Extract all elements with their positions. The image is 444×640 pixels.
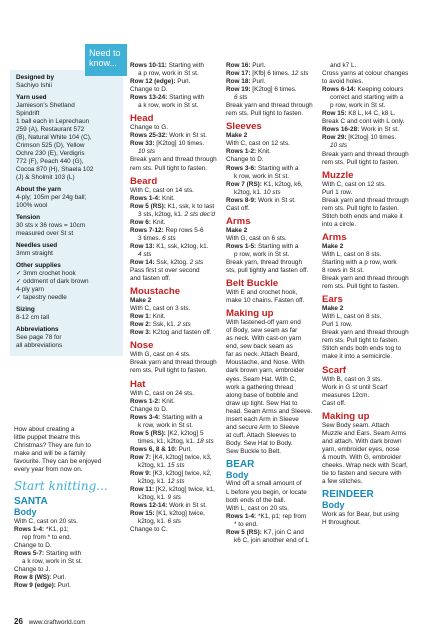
instruction-line: make it into a semicircle. [322, 353, 392, 361]
section-heading: Nose [130, 340, 154, 352]
instruction-line: Rows 1-4: *K1, p1; rep from [226, 512, 307, 520]
instruction-line: rem sts. Pull tight to fasten. [322, 204, 400, 212]
instruction-line: With C, cast on 24 sts. [130, 389, 194, 397]
row-label: Rows 25-32: [130, 132, 168, 140]
row-label: Rows 16-28: [322, 126, 360, 134]
instruction-line: Row 9 (edge): Purl. [14, 582, 71, 590]
instruction-line: With G, cast on 4 sts. [130, 351, 191, 359]
make-count: Make 2 [130, 297, 152, 305]
instruction-line: Break yarn and thread through [130, 359, 217, 367]
instruction-line: With L, cast on 8 sts. [322, 250, 382, 258]
intro-line: favourite. They can be enjoyed [14, 458, 102, 466]
instruction-line: Row 5 (RS): K7, join C and [226, 528, 304, 536]
instruction-line: Cast off. [226, 204, 250, 212]
sidebar-line: Jamieson's Shetland [16, 102, 75, 109]
instruction-line: Row 9: [K3, k2tog] twice, k2, [130, 469, 212, 477]
sidebar-line: 100% wool [16, 202, 48, 209]
instruction-line: With L, cast on 20 sts. [226, 504, 289, 512]
instruction-line: Row 6: Knit. [130, 218, 166, 226]
instruction-line: k2tog, k1. 6 sts [138, 518, 181, 526]
section-heading: Muzzle [322, 169, 354, 181]
instruction-line: to avoid holes. [322, 78, 364, 86]
instruction-line: p row, work in St st. [234, 250, 290, 258]
instruction-line: Rows 1-4: *K1, p1; [14, 525, 69, 533]
intro-line: How about creating a [14, 426, 75, 433]
row-label: Row 19: [226, 86, 251, 94]
row-label: Row 2: [130, 321, 151, 329]
instruction-line: k2tog, k1. 15 sts [138, 461, 185, 469]
instruction-line: Rows 1-5: Starting with a [226, 242, 299, 250]
instruction-line: Row 15: K8 L, k4 C, k8 L. [322, 110, 396, 118]
instruction-line: tie to fasten and secure with [322, 469, 402, 477]
row-label: Rows 1-4: [130, 194, 161, 202]
instruction-line: With B, cast on 3 sts. [322, 375, 383, 383]
instruction-line: make 10 chains. Fasten off. [226, 297, 305, 305]
instruction-line: Rows 1-2: Knit. [130, 397, 175, 405]
instruction-line: rem sts. Pull tight to fasten. [130, 164, 208, 172]
page-number: 26 [14, 617, 23, 626]
row-label: Row 17: [226, 70, 251, 78]
website-url[interactable]: www.craftworld.com [28, 619, 86, 626]
section-heading: Arms [322, 231, 347, 243]
row-label: Rows 12-14: [130, 502, 168, 510]
sidebar-line: Spindrift [16, 110, 40, 117]
intro-line: Christmas? They are fun to [14, 442, 91, 450]
instruction-line: Change to D. [226, 156, 264, 164]
sidebar-line: Cocoa 870 (H), Shaela 102 [16, 166, 94, 173]
stitch-count: 4 sts [138, 250, 152, 258]
instruction-line: eyes. Seam Hat. With C, [226, 375, 296, 383]
section-heading: Ears [322, 294, 343, 306]
instruction-line: Rows 1-2: Knit. [226, 148, 271, 156]
section-heading: BEAR [226, 458, 255, 470]
instruction-line: rem sts. Pull tight to fasten. [322, 337, 400, 345]
section-heading: Making up [322, 410, 370, 422]
instruction-line: p row, work in St st. [330, 102, 386, 110]
instruction-line [130, 251, 230, 259]
intro-line: make and will be a family [14, 450, 86, 458]
instruction-line: Moustache, and Nose. With [226, 359, 305, 367]
instruction-line: draw up tight. Sew Hat to [226, 399, 298, 407]
instruction-line: Purl 1 row. [322, 321, 353, 329]
instruction-line: cheeks. Wrap neck with Scarf, [322, 461, 408, 469]
instruction-line: Rows 1-4: Knit. [130, 194, 175, 202]
instruction-line: Change to D. [14, 541, 52, 549]
sidebar-heading-abbr: Abbreviations [16, 326, 59, 333]
stitch-count: 6 sts [234, 94, 248, 102]
instruction-line: Cast off. [322, 399, 346, 407]
instruction-line: Row 1: Knit. [130, 313, 166, 321]
instruction-line: Break C and cont with L only. [322, 118, 405, 126]
row-label: Row 9: [130, 469, 151, 477]
instruction-line: Rows 5-7: Starting with [14, 549, 82, 557]
row-label: Row 6: [130, 218, 151, 226]
row-label: Rows 3-4: [130, 413, 161, 421]
instruction-line: Change to D. [130, 405, 168, 413]
instruction-line: k row, work in St st. [234, 172, 290, 180]
row-label: Rows 1-5: [226, 242, 257, 250]
stitch-count: 6 sts [167, 518, 181, 526]
info-sidebar [10, 70, 123, 356]
instruction-line: Rows 8-9: Work in St st. [226, 196, 296, 204]
sidebar-line: ✓ oddment of dark brown [16, 278, 89, 285]
instruction-line: With L, cast on 8 sts. [322, 313, 382, 321]
instruction-line: and fasten off. [130, 275, 171, 283]
instruction-line: Break yarn and thread through [322, 329, 409, 337]
instruction-line: Row 3: K2tog and fasten off. [130, 329, 212, 337]
instruction-line: Sew Body seam. Attach [322, 421, 390, 429]
row-label: Row 33: [130, 140, 155, 148]
instruction-line: H throughout. [322, 518, 361, 526]
section-heading: Belt Buckle [226, 278, 279, 290]
row-label: Row 5 (RS): [226, 528, 262, 536]
instruction-line: Rows 16-28: Work in St st. [322, 126, 399, 134]
instruction-line: Rows 3-6: Starting with a [226, 164, 299, 172]
row-label: Row 5 (RS): [130, 429, 166, 437]
row-label: Row 11: [130, 486, 155, 494]
sidebar-line: Crimson 525 (D), Yellow [16, 142, 85, 149]
stitch-count: 2 sts [177, 321, 191, 329]
instruction-line: Insert each Arm in Sleeve [226, 415, 299, 423]
stitch-count: 10 sts [263, 188, 281, 196]
make-count: Make 2 [322, 242, 344, 250]
stitch-count: 12 sts [167, 478, 185, 486]
row-label: Row 7 (RS): [226, 180, 262, 188]
instruction-line: dark brown yarn, embroider [226, 367, 305, 375]
instruction-line: Sew Buckle to Belt. [226, 447, 282, 455]
instruction-line: With C, cast on 14 sts. [130, 186, 194, 194]
instruction-line: measures 12cm. [322, 391, 370, 399]
instruction-line: Break yarn and thread through [130, 156, 217, 164]
instruction-line: a k row, work in St st. [22, 558, 83, 566]
instruction-line: L before you begin, or locate [226, 488, 307, 496]
intro-line: little puppet theatre this [14, 434, 81, 442]
instruction-line [226, 94, 326, 102]
instruction-line: Rows 6-14: Keeping colours [322, 86, 404, 94]
instruction-line: k6 C, join another end of L [234, 536, 309, 544]
row-label: Row 16: [226, 62, 251, 69]
instruction-line: head. Seam Arms and Sleeve. [226, 407, 313, 415]
row-label: Row 8 (WS): [14, 574, 52, 582]
instruction-line: rem sts. Pull tight to fasten. [130, 367, 208, 375]
instruction-line: Row 15: [K1, k2tog] twice, [130, 510, 205, 518]
sidebar-line: (B), Natural White 104 (C), [16, 134, 92, 141]
instruction-line: Rows 12-14: Work in St st. [130, 502, 207, 510]
tab-line-1: Need to [89, 48, 121, 58]
instruction-line: With C, cast on 12 sts. [322, 180, 386, 188]
instruction-line: * to end. [234, 520, 258, 528]
sidebar-line: 1 ball each in Leprechaun [16, 118, 90, 125]
row-label: Rows 1-4: [226, 512, 257, 520]
start-knitting-heading: Start knitting... [14, 479, 108, 494]
row-label: Row 13: [130, 242, 155, 250]
instruction-line: With G, cast on 6 sts. [226, 234, 287, 242]
row-label: Rows 1-4: [14, 525, 45, 533]
row-label: Row 14: [130, 258, 155, 266]
make-count: Make 2 [226, 226, 248, 234]
instruction-line: k2tog, k1. 12 sts [138, 478, 185, 486]
instruction-line: k2tog, k1. 10 sts [234, 188, 281, 196]
instruction-line: as neck. With cast-on yarn [226, 335, 302, 343]
instruction-line: With C, cast on 3 sts. [130, 305, 191, 313]
instruction-line: Change to D. [130, 86, 168, 94]
row-label: Row 15: [322, 110, 347, 118]
row-label: Rows 1-2: [130, 397, 161, 405]
santa-body-instructions [14, 518, 124, 590]
instruction-line: into a circle. [322, 220, 357, 228]
instruction-line: Cross yarns at colour changes [322, 70, 409, 78]
instruction-line: Body. Sew Hat to Body. [226, 439, 293, 447]
instruction-line: and k7 L. [330, 62, 357, 69]
subsection-heading: Body [322, 500, 345, 511]
instruction-line: a k row, work in St st. [138, 102, 199, 110]
column-3 [226, 62, 326, 545]
row-label: Row 15: [130, 510, 155, 518]
sidebar-line: 4-ply; 105m per 24g ball; [16, 194, 87, 201]
sidebar-heading-about-yarn: About the yarn [16, 186, 62, 193]
instruction-line: Work as for Bear, but using [322, 510, 399, 518]
instruction-line: Row 7 (RS): K1, k2tog, k6, [226, 180, 303, 188]
sidebar-line: 772 (F), Peach 440 (G), [16, 158, 84, 165]
section-heading: Moustache [130, 286, 181, 298]
instruction-line: Purl 1 row. [322, 188, 353, 196]
row-label: Row 9 (edge): [14, 582, 56, 590]
section-heading: Scarf [322, 364, 346, 376]
sidebar-line: measured over St st [16, 230, 74, 237]
sidebar-content [10, 70, 123, 356]
stitch-count: 2 sts dec'd [184, 210, 215, 218]
instruction-line: Break yarn and thread through [322, 150, 409, 158]
instruction-line: Stitch ends both ends tog to [322, 345, 402, 353]
instruction-line: 3 times. 6 sts [138, 234, 176, 242]
instruction-line: & mouth. With G, embroider [322, 453, 402, 461]
instruction-line: Muzzle and Ears. Seam Arms [322, 429, 407, 437]
row-label: Rows 6-14: [322, 86, 356, 94]
column-2 [130, 62, 230, 534]
instruction-line: Break yarn and thread through [322, 275, 409, 283]
instruction-line: yarn, embroider eyes, nose [322, 445, 400, 453]
instruction-line: Rows 7-12: Rep rows 5-6 [130, 226, 204, 234]
row-label: Row 7: [130, 453, 151, 461]
sidebar-heading-sizing: Sizing [16, 306, 35, 313]
instruction-line [322, 142, 432, 150]
instruction-line: both ends of the ball. [226, 496, 286, 504]
instruction-line: Break yarn, thread through [226, 258, 303, 266]
instruction-line: Rows 13-24: Starting with [130, 94, 205, 102]
stitch-count: 15 sts [167, 461, 185, 469]
column-1 [14, 426, 124, 590]
row-label: Rows 10-11: [130, 62, 167, 69]
instruction-line: sts, pull tightly and fasten off. [226, 267, 309, 275]
instruction-line: Work in G st until Scarf [322, 383, 388, 391]
row-label: Rows 7-12: [130, 226, 164, 234]
row-label: Rows 1-2: [226, 148, 257, 156]
instruction-line: work a gathering thread [226, 383, 294, 391]
row-label: Row 5 (RS): [130, 202, 166, 210]
sidebar-heading-tension: Tension [16, 214, 41, 221]
instruction-line: k row, work in St st. [138, 421, 194, 429]
instruction-line: With C, cast on 20 sts. [14, 517, 78, 525]
page-footer [14, 618, 86, 627]
instruction-line: Rows 3-4: Starting with a [130, 413, 203, 421]
instruction-line: Row 19: [K2tog] 6 times. [226, 86, 297, 94]
stitch-count: 10 sts [330, 142, 348, 150]
instruction-line: Row 17: [Kfb] 6 times. 12 sts [226, 70, 309, 78]
section-heading: REINDEER [322, 489, 374, 501]
instruction-line: Change to C. [130, 526, 168, 534]
need-to-know-tab [85, 44, 127, 76]
instruction-line: With C, cast on 12 sts. [226, 140, 290, 148]
row-label: Rows 5-7: [14, 549, 45, 557]
instruction-line: Row 18: Purl. [226, 78, 266, 86]
instruction-line: a few stitches. [322, 478, 363, 486]
instruction-line: at cuff. Attach Sleeves to [226, 431, 297, 439]
instruction-line: times, k1, k2tog, k1. 18 sts [138, 437, 214, 445]
instruction-line [130, 148, 230, 156]
sidebar-line: Sachiyo Ishii [16, 82, 52, 89]
section-heading: Sleeves [226, 121, 262, 133]
instruction-line: Wind off a small amount of [226, 480, 302, 488]
row-label: Row 1: [130, 313, 151, 321]
instruction-line: of Body, sew seam as far [226, 327, 298, 335]
stitch-count: 18 sts [196, 437, 214, 445]
sidebar-line: 3mm straight [16, 250, 53, 257]
instruction-line: 8 rows in St st. [322, 267, 364, 275]
instruction-line: along base of bobble and [226, 391, 298, 399]
instruction-line: correct and starting with a [330, 94, 404, 102]
instruction-line: Rows 10-11: Starting with [130, 62, 204, 69]
instruction-line: Row 11: [K2, k2tog] twice, k1, [130, 486, 215, 494]
section-heading: Hat [130, 378, 146, 390]
instruction-line: With E and crochet hook, [226, 289, 298, 297]
sidebar-line: 4-ply yarn [16, 286, 45, 293]
instruction-line: k2tog, k1. 9 sts [138, 494, 181, 502]
sidebar-line: (J) & Sholmit 103 (L) [16, 174, 75, 181]
instruction-line: Row 29: [K2tog] 10 times. [322, 134, 397, 142]
instruction-line: rem sts. Pull tight to fasten. [322, 158, 400, 166]
instruction-line: end, sew back seam as [226, 343, 293, 351]
sidebar-line: ✓ 3mm crochet hook [16, 270, 76, 277]
instruction-line: Row 16: Purl. [226, 62, 266, 69]
instruction-line: Row 14: Ssk, k2tog. 2 sts [130, 258, 204, 266]
row-label: Row 29: [322, 134, 347, 142]
instruction-line: far as neck. Attach Beard, [226, 351, 300, 359]
instruction-line: and secure Arm to Sleeve [226, 423, 300, 431]
instruction-line: Change to J. [14, 566, 51, 574]
instruction-line: rem sts. Pull tight to fasten. [322, 283, 400, 291]
instruction-line: 3 sts, k2tog, k1. 2 sts dec'd [138, 210, 215, 218]
make-count: Make 2 [226, 132, 248, 140]
sidebar-heading-designed-by: Designed by [16, 74, 54, 81]
instruction-line: Row 5 (RS): K1, ssk, k to last [130, 202, 215, 210]
column-4 [322, 62, 432, 527]
instruction-line: rep from * to end. [22, 533, 72, 541]
instruction-line: a p row, work in St st. [138, 70, 199, 78]
section-heading: Beard [130, 175, 158, 187]
instruction-line: Row 13: K1, ssk, k2tog, k1. [130, 242, 209, 250]
stitch-count: 12 sts [291, 70, 309, 78]
stitch-count: 6 sts [162, 234, 176, 242]
sidebar-line: 8-12 cm tall [16, 314, 50, 321]
sidebar-line: ✓ tapestry needle [16, 294, 67, 301]
instruction-line: Row 8 (WS): Purl. [14, 574, 67, 582]
sidebar-line: Ochre 230 (E), Verdigris [16, 150, 85, 157]
santa-body-heading: Body [14, 507, 37, 518]
subsection-heading: Body [226, 469, 249, 480]
sidebar-line: all abbreviations [16, 342, 63, 349]
row-label: Rows 6, 8 & 10: [130, 445, 177, 453]
sidebar-line: 259 (A), Restaurant 572 [16, 126, 85, 133]
instruction-line: and attach. With dark brown [322, 437, 402, 445]
sidebar-heading-yarn-used: Yarn used [16, 94, 47, 101]
instruction-line: Row 12 (edge): Purl. [130, 78, 191, 86]
instruction-line: Starting with a p row, work [322, 258, 397, 266]
sidebar-line: See page 78 for [16, 334, 62, 341]
instruction-line: Rows 25-32: Work in St st. [130, 132, 207, 140]
instruction-line: Pass first st over second [130, 267, 200, 275]
stitch-count: 2 sts [189, 258, 204, 266]
instruction-line: Break yarn and thread through [226, 102, 313, 110]
stitch-count: 9 sts [167, 494, 181, 502]
section-heading: Making up [226, 308, 274, 320]
instruction-line: Rows 6, 8 & 10: Purl. [130, 445, 192, 453]
make-count: Make 2 [322, 305, 344, 313]
instruction-line: Row 5 (RS): [K2, k2tog] 5 [130, 429, 204, 437]
row-label: Rows 13-24: [130, 94, 168, 102]
row-label: Row 18: [226, 78, 251, 86]
instruction-line: Break yarn and thread through [322, 196, 409, 204]
row-label: Row 3: [130, 329, 151, 337]
sidebar-heading-needles: Needles used [16, 242, 58, 249]
intro-text [14, 426, 124, 474]
sidebar-heading-other: Other supplies [16, 262, 61, 269]
row-label: Rows 3-6: [226, 164, 257, 172]
santa-heading: SANTA [14, 496, 48, 508]
instruction-line: With fastened-off yarn end [226, 319, 301, 327]
instruction-line: Row 2: Ssk, k1. 2 sts [130, 321, 191, 329]
instruction-line: Row 33: [K2tog] 10 times. [130, 140, 205, 148]
instruction-line: Row 7: [K4, k2tog] twice, k3, [130, 453, 212, 461]
row-label: Rows 8-9: [226, 196, 257, 204]
intro-line: every year from now on. [14, 466, 83, 474]
tab-line-2: know... [89, 58, 118, 68]
instruction-line: Change to G. [130, 124, 169, 132]
instruction-line: rem sts. Pull tight to fasten. [226, 110, 304, 118]
row-label: Row 12 (edge): [130, 78, 176, 86]
section-heading: Head [130, 113, 154, 125]
section-heading: Arms [226, 215, 251, 227]
instruction-line: Stitch both ends and make it [322, 212, 403, 220]
stitch-count: 10 sts [138, 148, 156, 156]
sidebar-line: 30 sts x 36 rows = 10cm [16, 222, 86, 229]
